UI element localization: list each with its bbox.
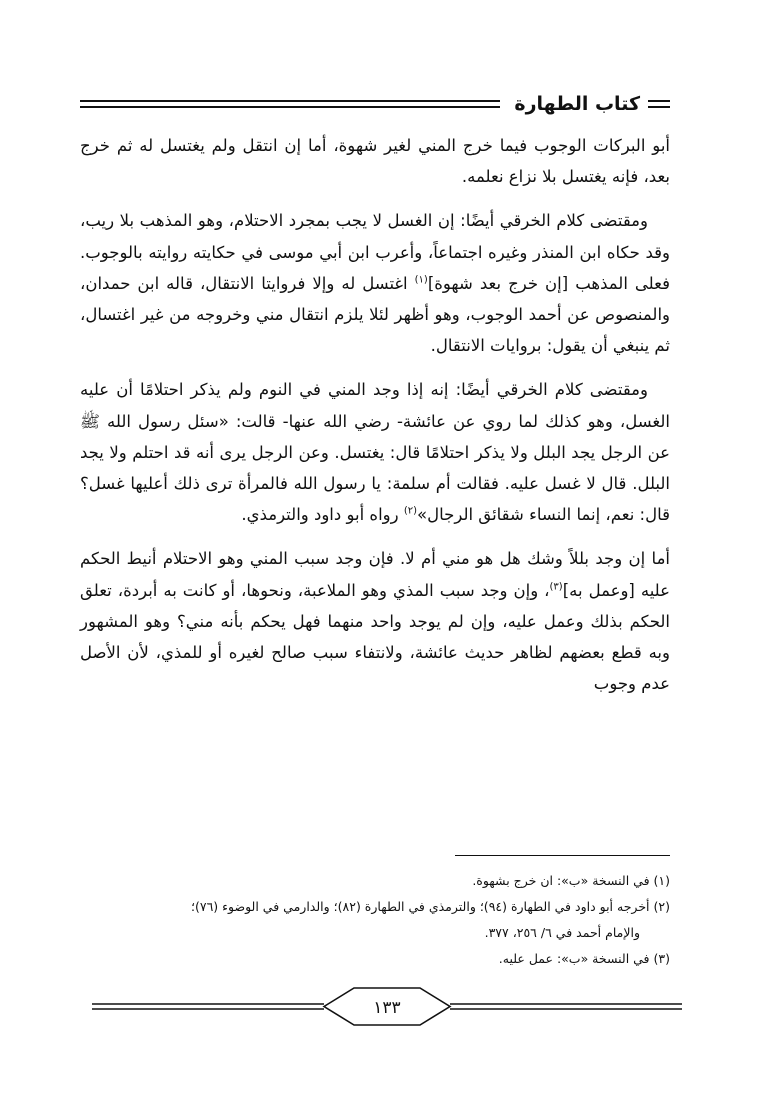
paragraph-2 bbox=[80, 205, 670, 361]
header-rule bbox=[80, 100, 500, 108]
paragraph-2-text-b: اغتسل له وإلا فروايتا الانتقال، قاله ابن حمدان، والمنصوص عن أحمد الوجوب، وهو أظهر لئلا يلزم انتقال مني وخروجه من غير اغتسال، ثم ينبغي أن يقول: بروايات الانتقال. bbox=[80, 273, 670, 356]
paragraph-4-text-b: ، وإن وجد سبب المذي وهو الملاعبة، ونحوها، أو كانت به أبردة، تعلق الحكم بذلك وعمل عليه، وإن لم يوجد واحد منهما فهل يحكم بأنه مني؟ وهو المشهور وبه قطع بعضهم لظاهر حديث عائشة، ولانتفاء سبب صالح لغيره أو للمذي، لأن الأصل عدم وجوب bbox=[80, 580, 670, 694]
page-number-ornament bbox=[92, 985, 682, 1031]
main-text bbox=[80, 130, 670, 712]
paragraph-1-text: أبو البركات الوجوب فيما خرج المني لغير شهوة، أما إن انتقل ولم يغتسل له ثم خرج بعد، فإنه يغتسل بلا نزاع نعلمه. bbox=[80, 136, 670, 187]
chapter-title: كتاب الطهارة bbox=[514, 93, 640, 115]
footnote-ref-3: (٣) bbox=[549, 581, 563, 593]
footnote-1: (١) في النسخة «ب»: ان خرج بشهوة. bbox=[472, 873, 670, 888]
paragraph-3-text-a: ومقتضى كلام الخرقي أيضًا: إنه إذا وجد المني في النوم ولم يذكر احتلامًا أن عليه الغسل، وهو كذلك لما روي عن عائشة- رضي الله عنها- قالت: «سئل رسول الله ﷺ عن الرجل يجد البلل ولا يذكر احتلامًا قال: يغتسل. وعن الرجل يرى أنه قد احتلم ولا يجد البلل. قال لا غسل عليه. فقالت أم سلمة: يا رسول الله فالمرأة ترى ذلك أعليها غسل؟ قال: نعم، إنما النساء شقائق الرجال» bbox=[80, 380, 670, 525]
footnote-ref-1: (١) bbox=[414, 274, 428, 286]
paragraph-4 bbox=[80, 543, 670, 699]
paragraph-1 bbox=[80, 130, 670, 192]
footnote-ref-2: (٢) bbox=[403, 505, 418, 517]
paragraph-2-text-a: ومقتضى كلام الخرقي أيضًا: إن الغسل لا يجب بمجرد الاحتلام، وهو المذهب بلا ريب، وقد حكاه ابن المنذر وغيره اجتماعاً، وأعرب ابن أبي موسى في حكايته روايته بالوجوب. فعلى المذهب [إن خرج بعد شهوة] bbox=[80, 211, 670, 293]
footnotes bbox=[80, 868, 670, 972]
header-ornament-right bbox=[648, 100, 670, 108]
paragraph-4-text-a: أما إن وجد بللاً وشك هل هو مني أم لا. فإن وجد سبب المني وهو الاحتلام أنيط الحكم عليه [وعمل به] bbox=[80, 549, 670, 600]
paragraph-3 bbox=[80, 374, 670, 530]
footnote-2-continued: والإمام أحمد في ٦/ ٢٥٦، ٣٧٧. bbox=[484, 925, 640, 940]
footnote-separator bbox=[455, 855, 670, 856]
footnote-3: (٣) في النسخة «ب»: عمل عليه. bbox=[498, 951, 670, 966]
page-number: ١٣٣ bbox=[373, 998, 401, 1018]
footnote-2: (٢) أخرجه أبو داود في الطهارة (٩٤)؛ والترمذي في الطهارة (٨٢)؛ والدارمي في الوضوء (٧٦)؛ bbox=[191, 899, 670, 914]
paragraph-3-text-b: رواه أبو داود والترمذي. bbox=[241, 505, 404, 525]
running-header bbox=[80, 90, 670, 124]
